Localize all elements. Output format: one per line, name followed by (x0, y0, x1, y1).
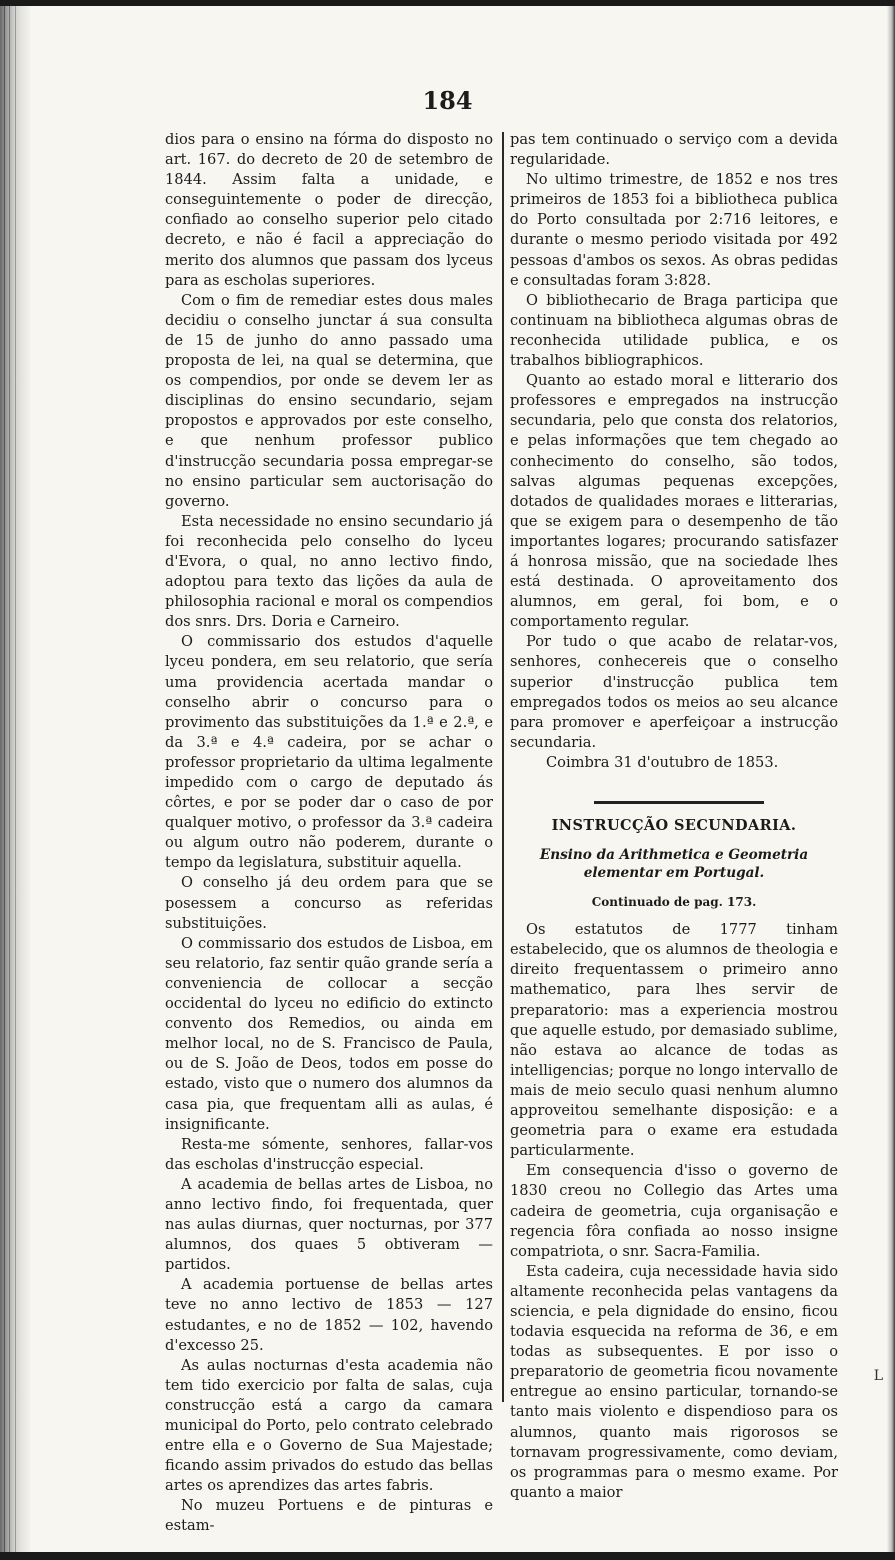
paragraph: No ultimo trimestre, de 1852 e nos tres primeiros de 1853 foi a bibliotheca publica do Porto consultada por 2:716 leitores, e durante o mesmo periodo visitada por 492 pessoas d'ambos os sexos. As obras pedidas e consultadas foram 3:828. (510, 171, 838, 289)
binding-line (9, 6, 10, 1552)
paragraph: Quanto ao estado moral e litterario dos professores e empregados na instrucção secundaria, pelo que consta dos relatorios, e pelas informações que tem chegado ao conhecimento do conselho, são todos, salvas algumas pequenas excepções, dotados de qualidades moraes e litterarias, que se exigem para o desempenho de tão importantes logares; procurando satisfazer á honrosa missão, que na sociedade lhes está destinada. O aproveitamento dos alumnos, em geral, foi bom, e o comportamento regular. (510, 372, 838, 631)
paragraph: O conselho já deu ordem para que se posessem a concurso as referidas substituições. (165, 874, 493, 932)
paragraph: A academia de bellas artes de Lisboa, no anno lectivo findo, foi frequentada, quer nas aulas diurnas, quer nocturnas, por 377 alumnos, dos quaes 5 obtiveram — partidos. (165, 1175, 493, 1274)
section-heading: INSTRUCÇÃO SECUNDARIA. (551, 817, 797, 834)
paragraph: A academia portuense de bellas artes teve no anno lectivo de 1853 — 127 estudantes, e no de 1852 — 102, havendo d'excesso 25. (165, 1276, 493, 1354)
paragraph: As aulas nocturnas d'esta academia não tem tido exercicio por falta de salas, cuja construcção está a cargo da camara municipal do Porto, pelo contrato celebrado entre ella e o Governo de Sua Majestade; ficando assim privados do estudo das bellas artes os aprendizes das artes fabris. (165, 1356, 493, 1495)
page-edge-shadow (887, 6, 895, 1552)
paragraph: Os estatutos de 1777 tinham estabelecido, que os alumnos de theologia e direito frequentassem o primeiro anno mathematico, para lhes servir de preparatorio: mas a experiencia mostrou que aquelle estudo, por demasiado sublime, não estava ao alcance de todas as intelligencias; porque no longo intervallo de mais de meio seculo quasi nenhum alumno approveitou semelhante disposição: e a geometria para o exame era estudada particularmente. (510, 921, 838, 1160)
left-column (165, 130, 493, 1537)
continued-note: Continuado de pag. 173. (591, 895, 757, 910)
section-subtitle: Ensino da Arithmetica e Geometria elementar em Portugal. (539, 847, 809, 882)
paragraph: No muzeu Portuens e de pinturas e estam- (165, 1497, 493, 1535)
column-rule (502, 132, 504, 1402)
section-divider (584, 801, 764, 804)
paragraph: Resta-me sómente, senhores, fallar-vos das escholas d'instrucção especial. (165, 1135, 493, 1173)
page-number: 184 (422, 86, 473, 115)
paragraph: Em consequencia d'isso o governo de 1830 creou no Collegio das Artes uma cadeira de geometria, cuja organisação e regencia fôra confiada ao nosso insigne compatriota, o snr. Sacra-Familia. (510, 1162, 838, 1260)
paragraph: O commissario dos estudos de Lisboa, em seu relatorio, faz sentir quão grande sería a conveniencia de collocar a secção occidental do lyceu no edificio do extincto convento dos Remedios, ou ainda em melhor local, no de S. Francisco de Paula, ou de S. João de Deos, todos em posse do estado, visto que o numero dos alumnos da casa pia, que frequentam alli as aulas, é insignificante. (165, 934, 493, 1133)
right-column (510, 130, 838, 1503)
paragraph: Esta necessidade no ensino secundario já foi reconhecida pelo conselho do lyceu d'Evora, o qual, no anno lectivo findo, adoptou para texto das lições da aula de philosophia racional e moral os compendios dos snrs. Drs. Doria e Carneiro. (165, 512, 493, 631)
paragraph: O commissario dos estudos d'aquelle lyceu pondera, em seu relatorio, que sería uma providencia acertada mandar o conselho abrir o concurso para o provimento das substituições da 1.ª e 2.ª, e da 3.ª e 4.ª cadeira, por se achar o professor proprietario da ultima legalmente impedido com o cargo de deputado ás côrtes, e por se poder dar o caso de por qualquer motivo, o professor da 3.ª cadeira ou algum outro não poderem, durante o tempo da legislatura, substituir aquella. (165, 633, 493, 872)
paragraph: Esta cadeira, cuja necessidade havia sido altamente reconhecida pelas vantagens da sciencia, e pela dignidade do ensino, ficou todavia esquecida na reforma de 36, e em todas as subsequentes. E por isso o preparatorio de geometria ficou novamente entregue ao ensino particular, tornando-se tanto mais violento e dispendioso para os alumnos, quanto mais rigorosos se tornavam progressivamente, como deviam, os programmas para o mesmo exame. Por quanto a maior (510, 1262, 838, 1501)
paragraph: Com o fim de remediar estes dous males decidiu o conselho junctar á sua consulta de 15 de junho do anno passado uma proposta de lei, na qual se determina, que os compendios, por onde se devem ler as disciplinas do ensino secundario, sejam propostos e approvados por este conselho, e que nenhum professor publico d'instrucção secundaria possa empregar-se no ensino particular sem auctorisação do governo. (165, 291, 493, 510)
book-binding-shadow (0, 6, 30, 1552)
margin-mark: L (873, 1368, 883, 1384)
date-line: Coimbra 31 d'outubro de 1853. (546, 753, 779, 771)
binding-line (4, 6, 5, 1552)
binding-line (15, 6, 16, 1552)
book-page (0, 6, 895, 1552)
paragraph: O bibliothecario de Braga participa que continuam na bibliotheca algumas obras de reconhecida utilidade publica, e os trabalhos bibliographicos. (510, 291, 838, 370)
paragraph: Por tudo o que acabo de relatar-vos, senhores, conhecereis que o conselho superior d'instrucção publica tem empregados todos os meios ao seu alcance para promover e aperfeiçoar a instrucção secundaria. (510, 633, 838, 751)
paragraph: dios para o ensino na fórma do disposto no art. 167. do decreto de 20 de setembro de 1844. Assim falta a unidade, e conseguintemente o poder de direcção, confiado ao conselho superior pelo citado decreto, e não é facil a appreciação do merito dos alumnos que passam dos lyceus para as escholas superiores. (165, 131, 493, 289)
paragraph: pas tem continuado o serviço com a devida regularidade. (510, 131, 838, 169)
